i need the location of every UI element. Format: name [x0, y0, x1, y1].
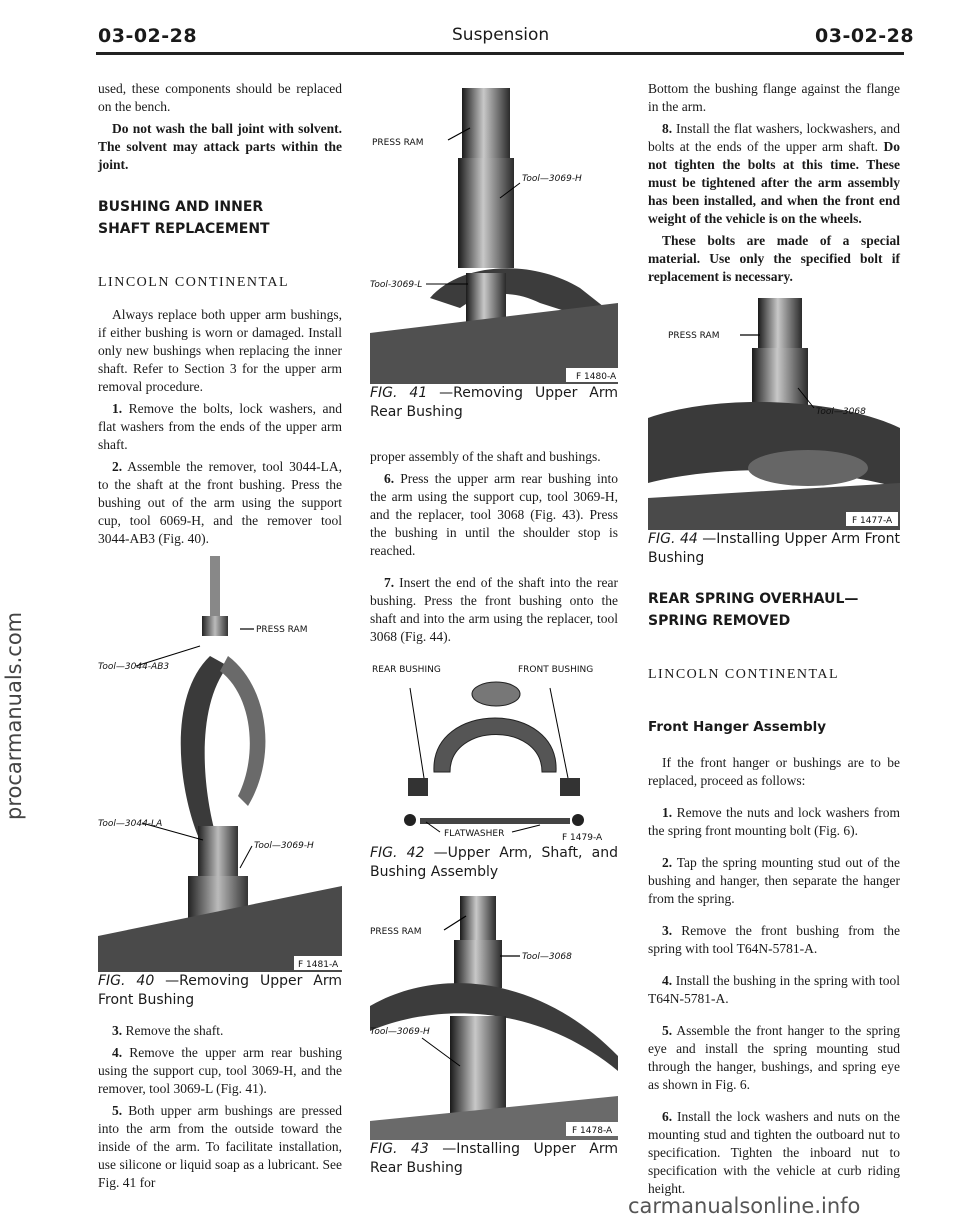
step-number: 2. — [112, 459, 123, 474]
label-press-ram: PRESS RAM — [668, 331, 720, 341]
step — [98, 458, 342, 548]
label-tool-3069-h: Tool—3069-H — [522, 174, 582, 184]
figure-40 — [98, 556, 342, 1010]
watermark-side: procarmanuals.com — [2, 611, 26, 820]
figure-number: FIG. 40 — [98, 973, 155, 989]
label-press-ram: PRESS RAM — [256, 625, 308, 635]
step-number: 4. — [112, 1045, 123, 1060]
remover-frame — [181, 656, 228, 836]
figure-code: F 1477-A — [852, 516, 893, 526]
column-1 — [98, 80, 342, 1196]
upper-arm — [434, 718, 556, 772]
inner-shaft — [420, 818, 570, 824]
label-tool-3069-h: Tool—3069-H — [254, 841, 314, 851]
step-text: Remove the bolts, lock washers, and flat washers from the ends of the upper arm shaft. — [98, 401, 342, 452]
figure-42 — [370, 660, 618, 882]
figure-caption — [370, 844, 618, 882]
warning-text: Do not wash the ball joint with solvent. The solvent may attack parts within the joint. — [98, 121, 342, 172]
step — [98, 400, 342, 454]
step-number: 7. — [384, 575, 395, 590]
step-text: Both upper arm bushings are pressed into the arm from the outside toward the inside of the arm. To facilitate installation, use silicone or liquid soap as a lubricant. See Fig. 41 for — [98, 1103, 342, 1190]
warning-text: These bolts are made of a special material. Use only the specified bolt if replacement is necessary. — [648, 233, 900, 284]
press-ram-head — [460, 896, 496, 946]
warning-text: Do not tighten the bolts at this time. These must be tightened after the arm assembly has been installed, and when the front end weight of the vehicle is on the wheels. — [648, 139, 900, 226]
paragraph: Bottom the bushing flange against the flange in the arm. — [648, 81, 900, 114]
step-text: Remove the front bushing from the spring with tool T64N-5781-A. — [648, 923, 900, 956]
label-front-bushing: FRONT BUSHING — [518, 665, 594, 675]
step-text: Press the upper arm rear bushing into the arm using the support cup, tool 3069-H, and the replacer, tool 3068 (Fig. 43). Press the bushing in until the shoulder stop is reached. — [370, 471, 619, 558]
label-press-ram: PRESS RAM — [370, 927, 422, 937]
step — [648, 804, 900, 840]
step-text: Install the flat washers, lockwashers, and bolts at the ends of the upper arm shaft. — [648, 121, 901, 154]
label-tool-3069-h: Tool—3069-H — [370, 1027, 430, 1037]
section-heading: BUSHING AND INNER SHAFT REPLACEMENT — [98, 199, 270, 237]
section-heading: REAR SPRING OVERHAUL— SPRING REMOVED — [648, 591, 859, 629]
step-number: 8. — [662, 121, 673, 136]
press-ram-head — [462, 88, 510, 158]
step-text: Remove the upper arm rear bushing using the support cup, tool 3069-H, and the remover, tool 3069-L (Fig. 41). — [98, 1045, 342, 1096]
figure-40-photo — [98, 556, 342, 972]
label-tool-3068: Tool—3068 — [816, 407, 866, 417]
step — [648, 854, 900, 908]
figure-number: FIG. 43 — [370, 1141, 429, 1157]
step-number: 4. — [662, 973, 673, 988]
step — [98, 1044, 342, 1098]
step-number: 1. — [112, 401, 123, 416]
step — [648, 972, 900, 1008]
step — [648, 120, 900, 228]
step — [648, 1108, 900, 1198]
step-text: Insert the end of the shaft into the rear bushing. Press the front bushing onto the shaft and into the arm using the replacer, tool 3068 (Fig. 44). — [370, 575, 619, 644]
step — [648, 922, 900, 958]
step-number: 2. — [662, 855, 673, 870]
section-title: Suspension — [452, 25, 550, 45]
figure-code: F 1481-A — [298, 960, 339, 970]
step-number: 6. — [384, 471, 395, 486]
caption-text: —Installing Upper Arm Rear Bushing — [370, 1141, 619, 1176]
paragraph: used, these components should be replaced on the bench. — [98, 81, 342, 114]
step-text: Install the lock washers and nuts on the mounting stud and tighten the outboard nut to specification. Tighten the inboard nut to specification with the vehicle at curb riding height. — [648, 1109, 900, 1196]
figure-41-photo — [370, 88, 618, 384]
step-text: Install the bushing in the spring with tool T64N-5781-A. — [648, 973, 900, 1006]
figure-41 — [370, 88, 618, 422]
replacer-tool — [454, 940, 502, 988]
label-tool-3044-ab3: Tool—3044-AB3 — [98, 662, 170, 672]
support-cup — [450, 1016, 506, 1116]
pointer-line — [512, 825, 540, 832]
caption-text: —Removing Upper Arm Front Bushing — [98, 973, 342, 1008]
model-heading: LINCOLN CONTINENTAL — [648, 667, 840, 682]
figure-caption — [370, 384, 618, 422]
figure-44 — [648, 298, 900, 568]
upper-arm — [220, 656, 265, 806]
step — [648, 1022, 900, 1094]
pointer-line — [410, 688, 424, 778]
caption-text: —Installing Upper Arm Front Bushing — [648, 531, 901, 566]
figure-caption — [370, 1140, 618, 1178]
label-tool-3068: Tool—3068 — [522, 952, 572, 962]
figure-code: F 1479-A — [562, 833, 603, 843]
press-ram-head — [758, 298, 802, 350]
step-number: 3. — [662, 923, 673, 938]
figure-number: FIG. 41 — [370, 385, 428, 401]
figure-42-drawing — [370, 660, 618, 844]
watermark-footer: carmanualsonline.info — [628, 1194, 861, 1218]
figure-caption — [648, 530, 900, 568]
press-ram-shaft — [210, 556, 220, 626]
page-number-left: 03-02-28 — [98, 25, 198, 47]
step-number: 6. — [662, 1109, 673, 1124]
figure-number: FIG. 44 — [648, 531, 698, 547]
page-number-right: 03-02-28 — [815, 25, 915, 47]
rear-bushing — [408, 778, 428, 796]
step-number: 1. — [662, 805, 673, 820]
step-text: Remove the shaft. — [125, 1023, 224, 1038]
step-number: 3. — [112, 1023, 123, 1038]
step-text: Tap the spring mounting stud out of the bushing and hanger, then separate the hanger from the spring. — [648, 855, 900, 906]
step — [370, 470, 618, 560]
pointer-line — [240, 846, 252, 868]
label-press-ram: PRESS RAM — [372, 138, 424, 148]
label-flatwasher: FLATWASHER — [444, 829, 505, 839]
label-rear-bushing: REAR BUSHING — [372, 665, 441, 675]
step — [370, 574, 618, 646]
arm-flange — [748, 450, 868, 486]
label-tool-3069-l: Tool-3069-L — [370, 280, 423, 290]
step-number: 5. — [112, 1103, 123, 1118]
figure-code: F 1480-A — [576, 372, 617, 382]
figure-code: F 1478-A — [572, 1126, 613, 1136]
paragraph: Always replace both upper arm bushings, if either bushing is worn or damaged. Install only new bushings when replacing the inner shaft. Refer to Section 3 for the upper arm removal procedure. — [98, 307, 342, 394]
subheading: Front Hanger Assembly — [648, 719, 827, 735]
step-text: Remove the nuts and lock washers from the spring front mounting bolt (Fig. 6). — [648, 805, 901, 838]
step — [98, 1022, 342, 1040]
support-cup — [458, 158, 514, 268]
caption-text: —Upper Arm, Shaft, and Bushing Assembly — [370, 845, 619, 880]
step-number: 5. — [662, 1023, 673, 1038]
label-tool-3044-la: Tool—3044-LA — [98, 819, 163, 829]
column-2 — [370, 88, 618, 1182]
figure-43-photo — [370, 896, 618, 1140]
paragraph: If the front hanger or bushings are to be replaced, proceed as follows: — [648, 755, 900, 788]
step-text: Assemble the remover, tool 3044-LA, to the shaft at the front bushing. Press the bushing out of the arm using the support cup, tool 6069-H, and the remover tool 3044-AB3 (Fig. 40). — [98, 459, 342, 546]
caption-text: —Removing Upper Arm Rear Bushing — [370, 385, 618, 420]
paragraph: proper assembly of the shaft and bushings. — [370, 449, 601, 464]
figure-43 — [370, 896, 618, 1178]
column-3 — [648, 80, 900, 1202]
step-text: Assemble the front hanger to the spring eye and install the spring mounting stud through the hanger, bushings, and spring eye as shown in Fig. 6. — [648, 1023, 900, 1092]
figure-44-photo — [648, 298, 900, 530]
model-heading: LINCOLN CONTINENTAL — [98, 275, 290, 290]
washer-right — [572, 814, 584, 826]
replacer-tool — [752, 348, 808, 408]
header-rule — [96, 52, 904, 55]
washer-left — [404, 814, 416, 826]
ball-joint-mount — [472, 682, 520, 706]
step — [98, 1102, 342, 1192]
figure-number: FIG. 42 — [370, 845, 425, 861]
front-bushing — [560, 778, 580, 796]
press-ram-head — [202, 616, 228, 636]
figure-caption — [98, 972, 342, 1010]
